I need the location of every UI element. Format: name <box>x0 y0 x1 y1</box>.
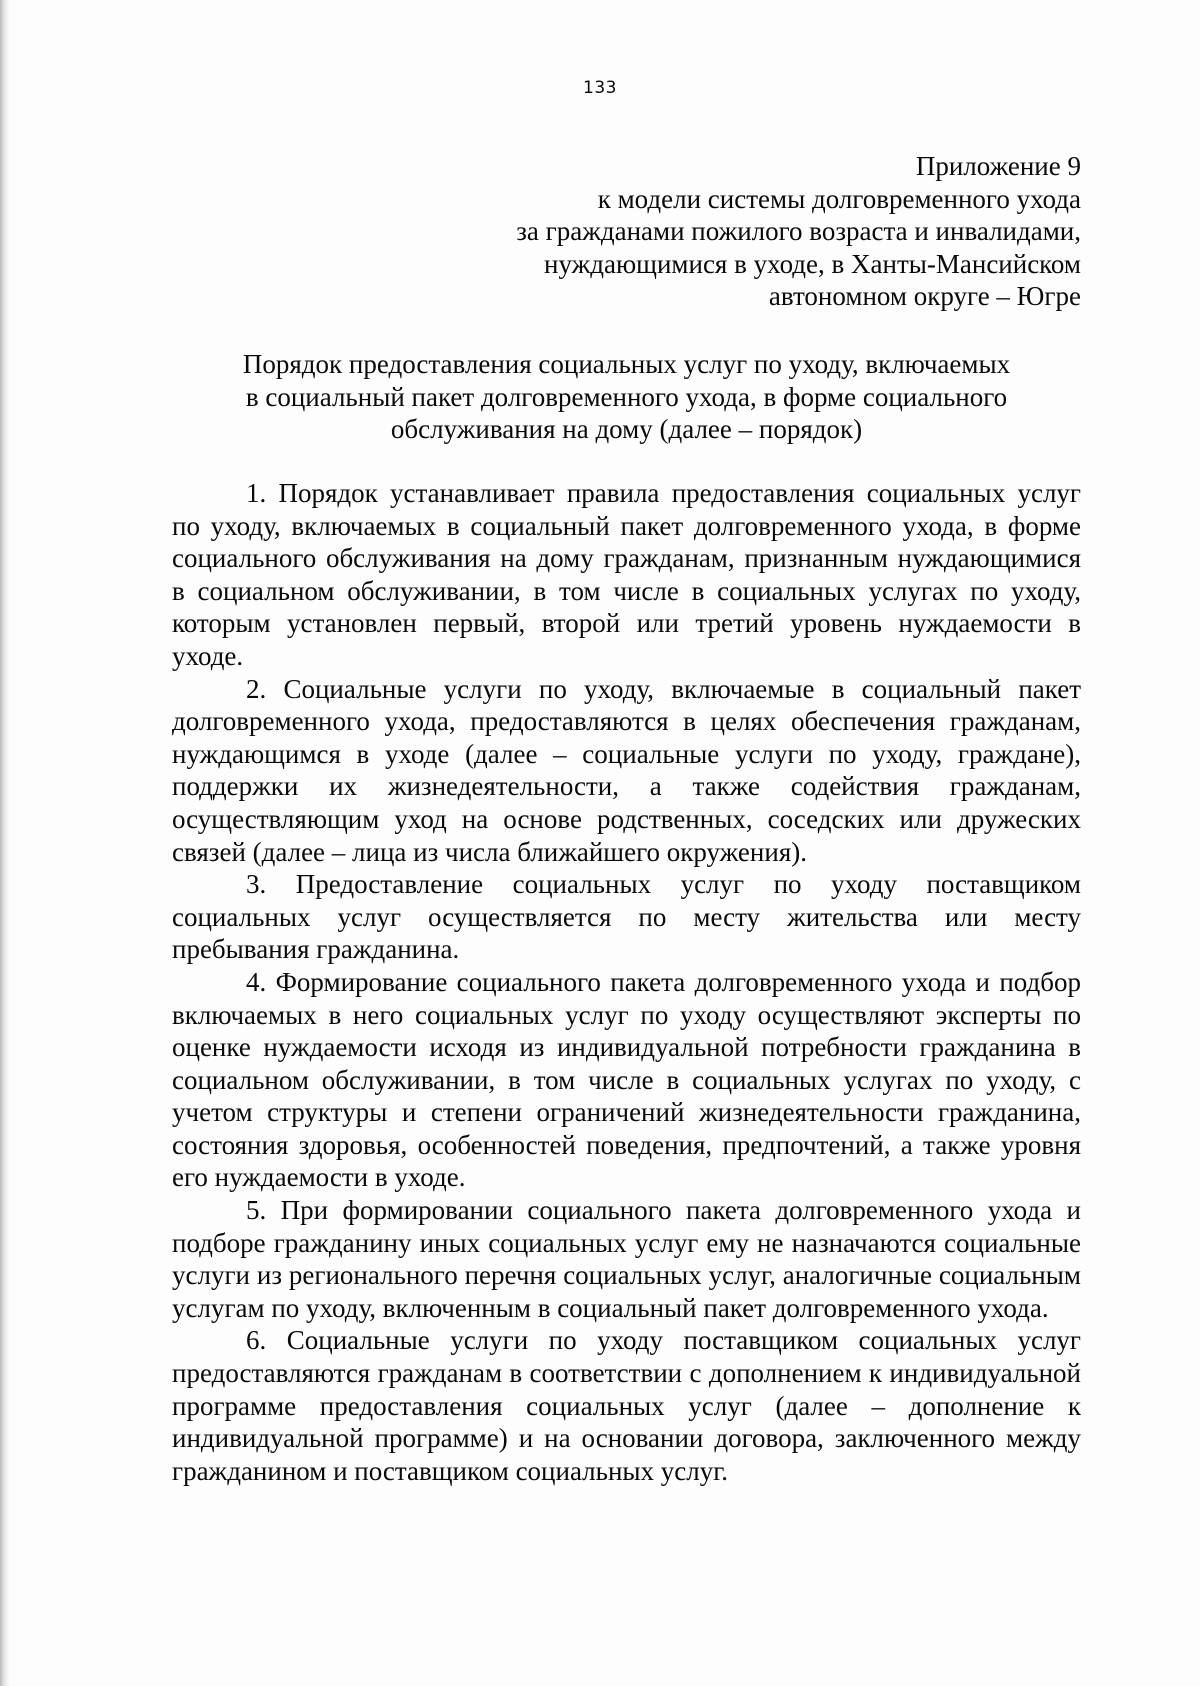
paragraph-3: 3. Предоставление социальных услуг по уходу поставщиком социальных услуг осуществляется по месту жительства или месту пребывания гражданина. <box>172 869 1081 965</box>
paragraph-4: 4. Формирование социального пакета долговременного ухода и подбор включаемых в него социальных услуг по уходу осуществляют эксперты по оценке нуждаемости исходя из индивидуальной потребности гражданина в социальном обслуживании, в том числе в социальных услугах по уходу, с учетом структуры и степени ограничений жизнедеятельности гражданина, состояния здоровья, особенностей поведения, предпочтений, а также уровня его нуждаемости в уходе. <box>172 966 1081 1193</box>
appendix-line: Приложение 9 <box>915 151 1081 181</box>
title-line: в социальный пакет долговременного ухода, в форме социального <box>245 381 1008 412</box>
paragraph-2: 2. Социальные услуги по уходу, включаемые в социальный пакет долговременного ухода, предоставляются в целях обеспечения гражданам, нуждающимся в уходе (далее – социальные услуги по уходу, граждане), поддержки их жизнедеятельности, а также содействия гражданам, осуществляющим уход на основе родственных, соседских или дружеских связей (далее – лица из числа ближайшего окружения). <box>172 673 1081 867</box>
appendix-line: к модели системы долговременного ухода <box>597 183 1081 214</box>
title-line: обслуживания на дому (далее – порядок) <box>390 414 863 444</box>
paragraph-5: 5. При формировании социального пакета долговременного ухода и подборе гражданину иных социальных услуг ему не назначаются социальные услуги из регионального перечня социальных услуг, аналогичные социальным услугам по уходу, включенным в социальный пакет долговременного ухода. <box>172 1195 1081 1323</box>
appendix-line: нуждающимися в уходе, в Ханты-Мансийском <box>544 248 1081 279</box>
document-body <box>172 477 1081 1487</box>
page-number: 133 <box>583 78 617 98</box>
appendix-line: за гражданами пожилого возраста и инвалидами, <box>516 216 1081 246</box>
title-line: Порядок предоставления социальных услуг по уходу, включаемых <box>242 349 1011 379</box>
paragraph-1: 1. Порядок устанавливает правила предоставления социальных услуг по уходу, включаемых в социальный пакет долговременного ухода, в форме социального обслуживания на дому гражданам, признанным нуждающимися в социальном обслуживании, в том числе в социальных услугах по уходу, которым установлен первый, второй или третий уровень нуждаемости в уходе. <box>172 478 1081 671</box>
appendix-header <box>321 150 1081 313</box>
scan-edge-shadow <box>0 0 10 1686</box>
document-title <box>172 348 1081 446</box>
paragraph-6: 6. Социальные услуги по уходу поставщиком социальных услуг предоставляются гражданам в соответствии с дополнением к индивидуальной программе предоставления социальных услуг (далее – дополнение к индивидуальной программе) и на основании договора, заключенного между гражданином и поставщиком социальных услуг. <box>172 1325 1081 1486</box>
appendix-line: автономном округе – Югре <box>768 281 1081 311</box>
